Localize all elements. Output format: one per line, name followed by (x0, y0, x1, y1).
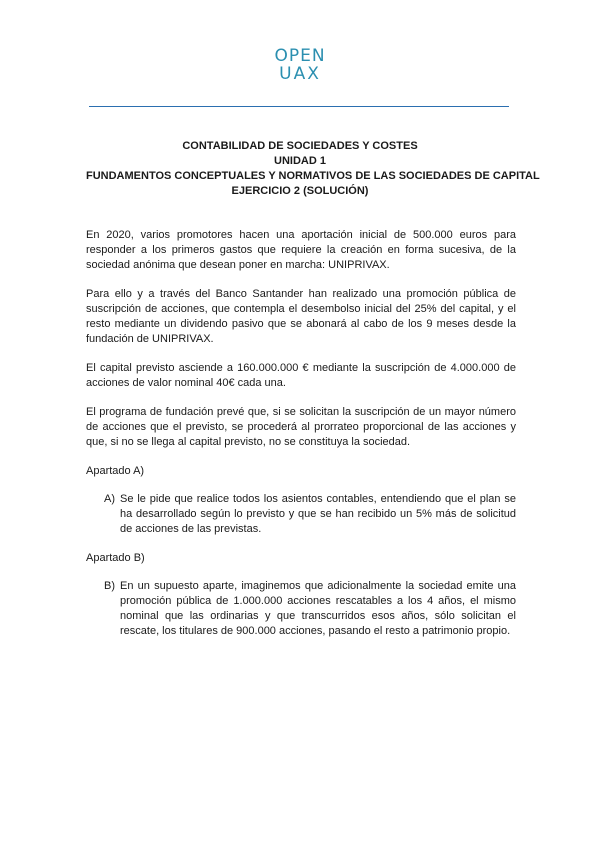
header-divider (89, 106, 509, 107)
paragraph-intro: En 2020, varios promotores hacen una aportación inicial de 500.000 euros para responder a los primeros gastos que requiere la creación en forma sucesiva, de la sociedad anónima que desean poner en marcha: UNIPRIVAX. (86, 229, 516, 271)
openuax-logo (268, 48, 332, 83)
paragraph-program: El programa de fundación prevé que, si se solicitan la suscripción de un mayor número de acciones que el previsto, se procederá al prorrateo proporcional de las acciones y que, si no se llega al capital previsto, no se constituya la sociedad. (86, 406, 516, 448)
section-b-text: En un supuesto aparte, imaginemos que adicionalmente la sociedad emite una promoción pública de 1.000.000 acciones rescatables a los 4 años, el mismo nominal que las ordinarias y que transcurridos esos años, sólo solicitan el rescate, los titulares de 900.000 acciones, pasando el resto a patrimonio propio. (120, 580, 516, 637)
course-title: CONTABILIDAD DE SOCIEDADES Y COSTES (182, 140, 418, 152)
paragraph-capital: El capital previsto asciende a 160.000.000 € mediante la suscripción de 4.000.000 de acciones de valor nominal 40€ cada una. (86, 362, 516, 389)
section-b-marker: B) (104, 580, 115, 592)
section-b-item (86, 579, 516, 639)
document-title-block (86, 139, 540, 199)
exercise-title: EJERCICIO 2 (SOLUCIÓN) (231, 185, 369, 197)
section-b-label: Apartado B) (86, 552, 145, 564)
document-body (86, 228, 516, 653)
section-a-item (86, 492, 516, 537)
section-a-label: Apartado A) (86, 465, 145, 477)
unit-subject: FUNDAMENTOS CONCEPTUALES Y NORMATIVOS DE LAS SOCIEDADES DE CAPITAL (86, 170, 540, 182)
logo-line-open: OPEN (274, 46, 326, 66)
unit-title: UNIDAD 1 (274, 155, 326, 167)
section-a-text: Se le pide que realice todos los asientos contables, entendiendo que el plan se ha desarrollado según lo previsto y que se han recibido un 5% más de solicitud de acciones de las previstas. (120, 493, 516, 535)
logo-line-uax: UAX (279, 64, 321, 84)
paragraph-promotion: Para ello y a través del Banco Santander han realizado una promoción pública de suscripción de acciones, que contempla el desembolso inicial del 25% del capital, y el resto mediante un dividendo pasivo que se abonará al cabo de los 9 meses desde la fundación de UNIPRIVAX. (86, 288, 516, 345)
section-a-marker: A) (104, 493, 115, 505)
